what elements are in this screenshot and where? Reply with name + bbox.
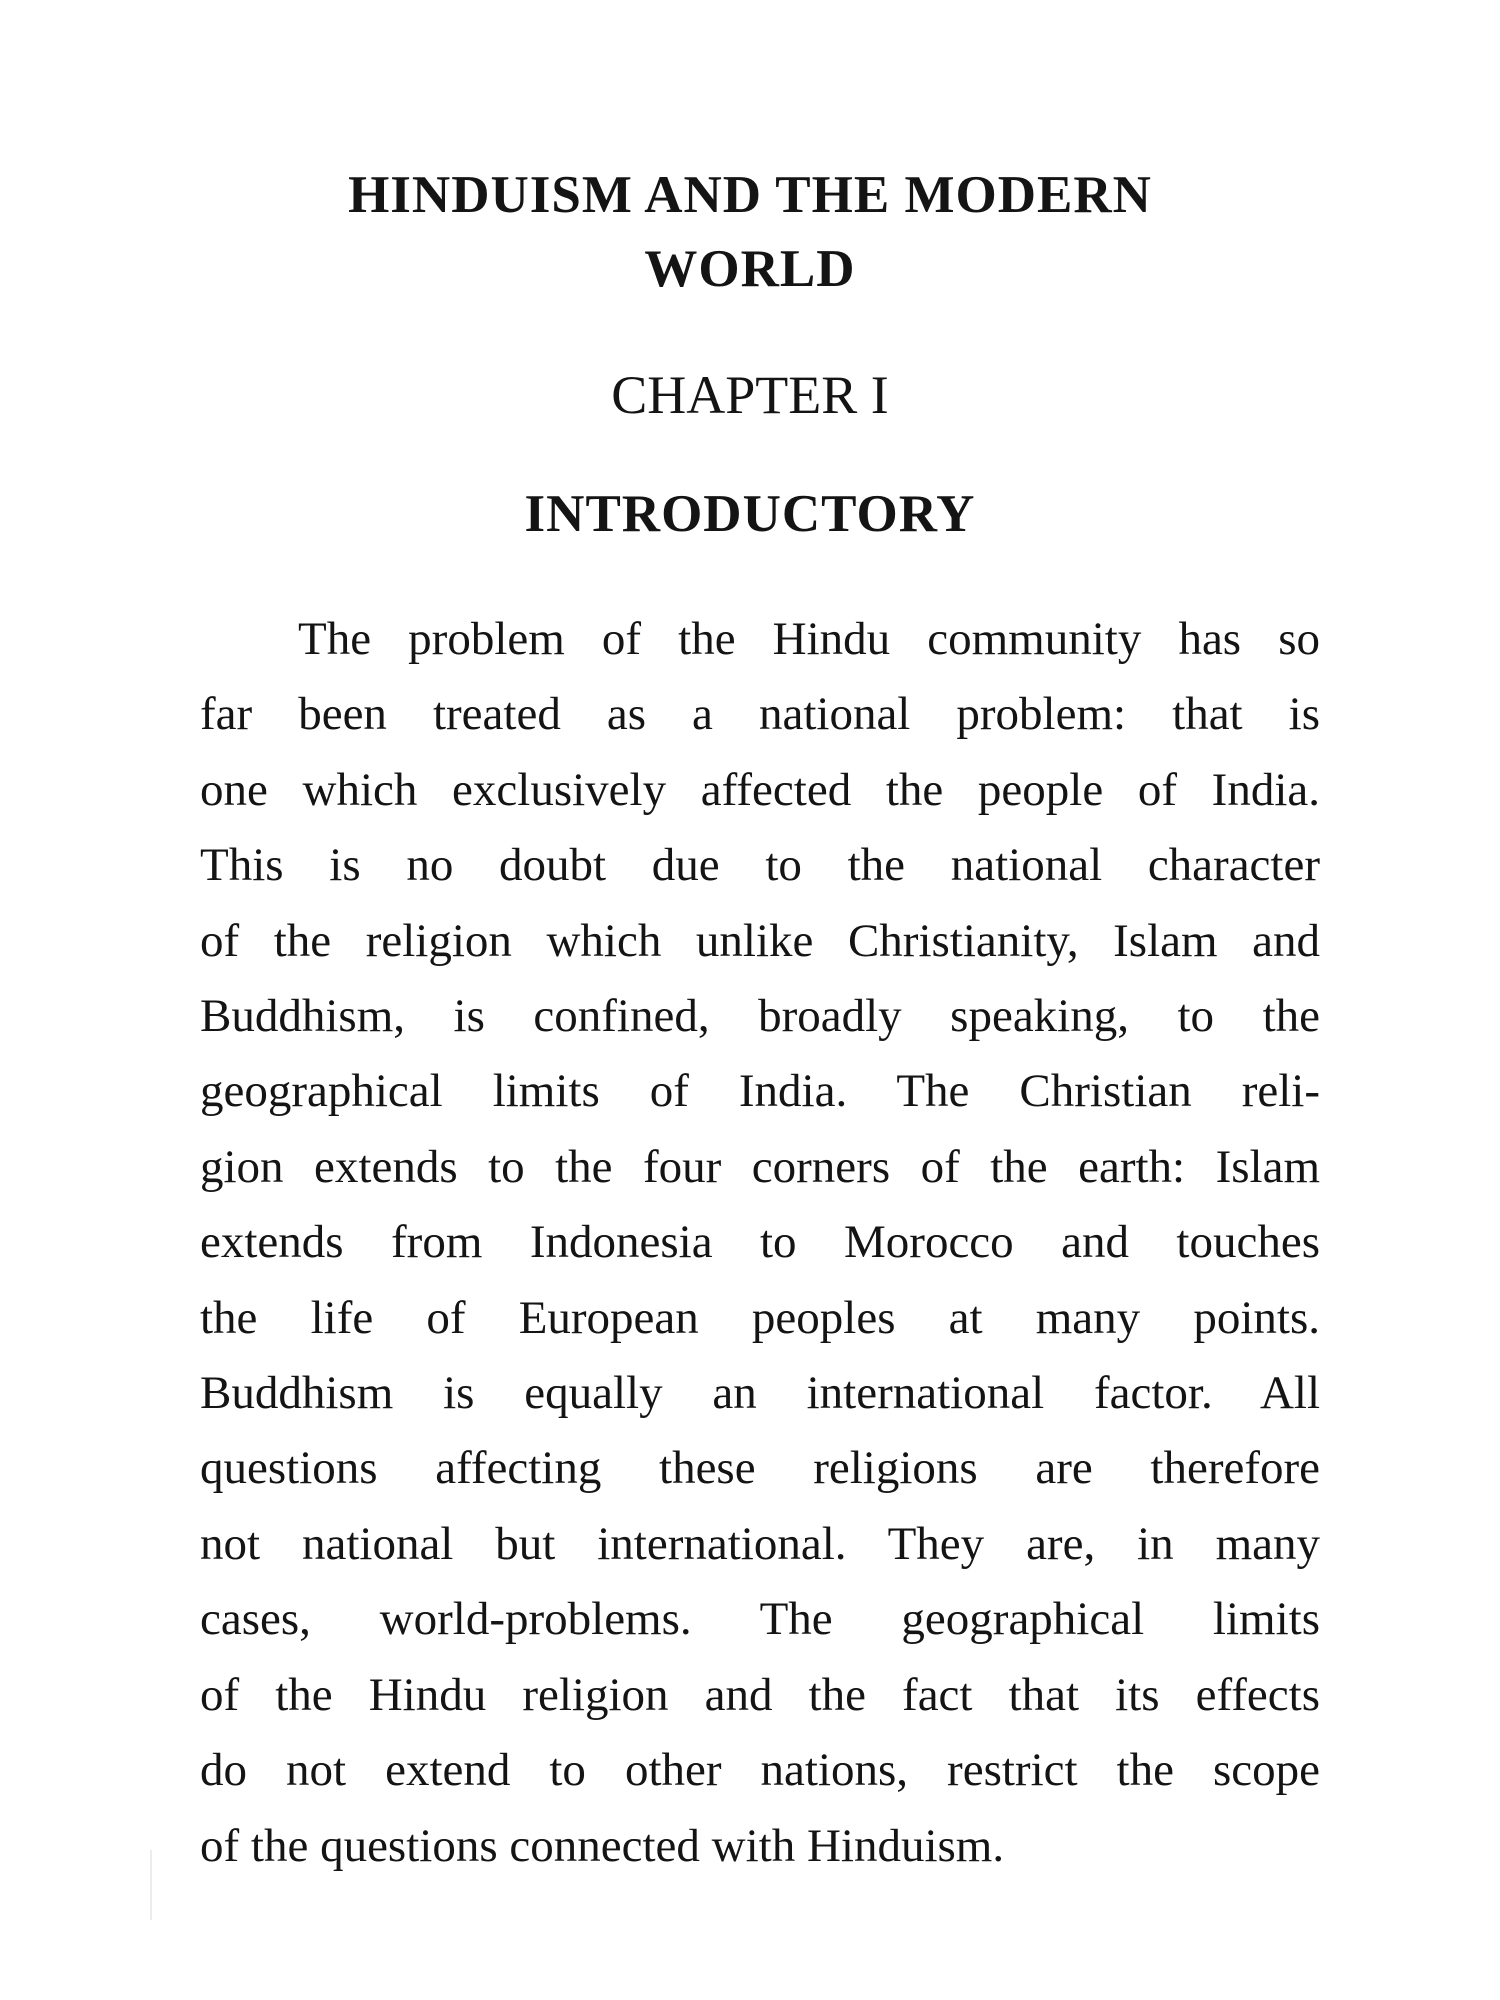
- text-line: geographical limits of India. The Christian reli-: [200, 1065, 1320, 1118]
- text-line: far been treated as a national problem: that is: [200, 688, 1320, 741]
- text-line: the life of European peoples at many points.: [200, 1291, 1320, 1344]
- text-line: one which exclusively affected the people of India.: [200, 763, 1320, 816]
- text-line: not national but international. They are, in many: [200, 1517, 1320, 1570]
- text-line: Buddhism, is confined, broadly speaking, to the: [200, 990, 1320, 1043]
- text-line: extends from Indonesia to Morocco and touches: [200, 1216, 1320, 1269]
- body-paragraph: [200, 602, 1320, 1884]
- text-line: of the questions connected with Hinduism.: [200, 1819, 1005, 1872]
- text-line: gion extends to the four corners of the earth: Islam: [200, 1140, 1320, 1193]
- chapter-title: INTRODUCTORY: [524, 485, 976, 543]
- book-title: [0, 158, 1500, 306]
- chapter-number: CHAPTER I: [611, 365, 889, 425]
- page-edge-mark: [150, 1850, 152, 1920]
- text-line: of the religion which unlike Christianity, Islam and: [200, 914, 1320, 967]
- text-line: cases, world-problems. The geographical limits: [200, 1593, 1320, 1646]
- text-line: The problem of the Hindu community has so: [298, 613, 1320, 665]
- text-line: This is no doubt due to the national character: [200, 839, 1320, 892]
- text-line: do not extend to other nations, restrict the scope: [200, 1744, 1320, 1797]
- book-title-line-1: HINDUISM AND THE MODERN: [348, 166, 1152, 224]
- text-line: questions affecting these religions are therefore: [200, 1442, 1320, 1495]
- book-title-line-2: WORLD: [644, 240, 856, 298]
- text-line: Buddhism is equally an international factor. All: [200, 1367, 1320, 1420]
- text-line: of the Hindu religion and the fact that its effects: [200, 1668, 1320, 1721]
